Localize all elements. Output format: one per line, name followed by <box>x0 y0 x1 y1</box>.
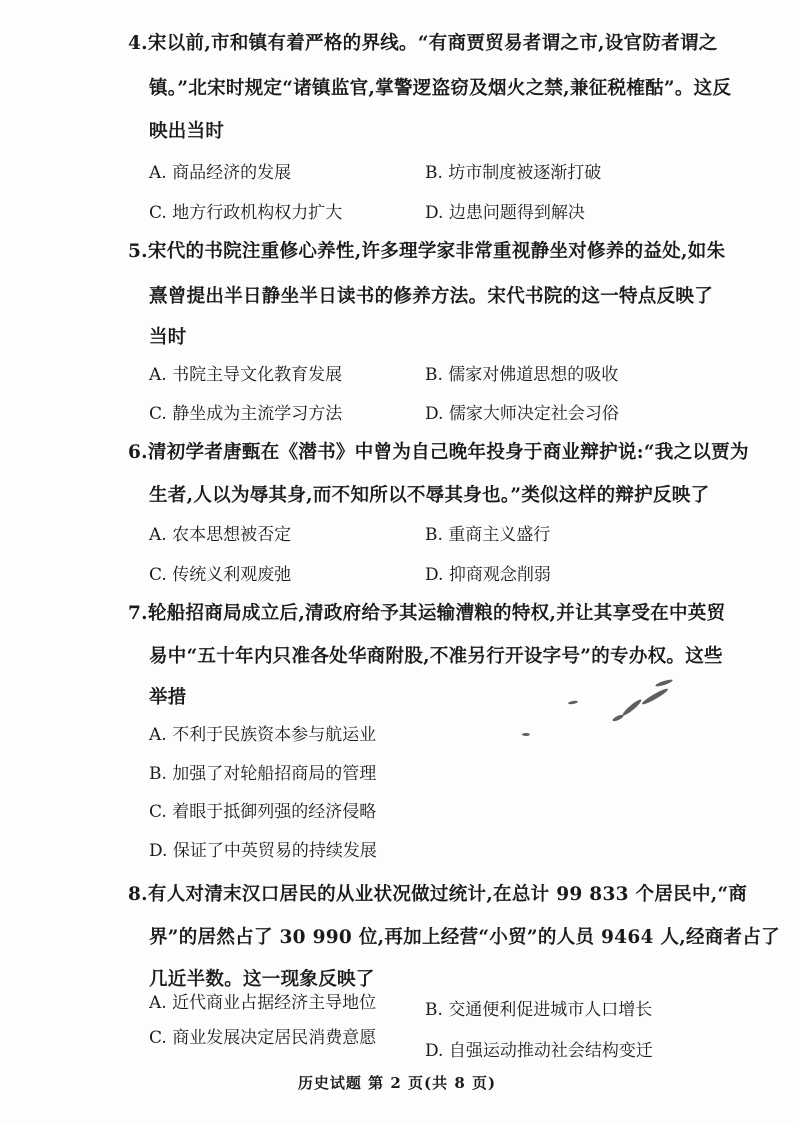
question-7-stem-line-1: 7.轮船招商局成立后,清政府给予其运输漕粮的特权,并让其享受在中英贸 <box>128 603 726 624</box>
question-5-option-c: C. 静坐成为主流学习方法 <box>149 404 343 424</box>
question-7-option-b: B. 加强了对轮船招商局的管理 <box>149 764 377 784</box>
question-8-option-a: A. 近代商业占据经济主导地位 <box>149 993 377 1013</box>
question-6-stem-line-2: 生者,人以为辱其身,而不知所以不辱其身也。”类似这样的辩护反映了 <box>149 485 710 506</box>
question-4-option-b: B. 坊市制度被逐渐打破 <box>425 163 602 183</box>
question-5-option-a: A. 书院主导文化教育发展 <box>149 365 343 385</box>
question-5-stem-line-3: 当时 <box>149 327 187 348</box>
question-4-stem-line-3: 映出当时 <box>149 121 225 142</box>
question-6-stem-line-1: 6.清初学者唐甄在《潜书》中曾为自己晚年投身于商业辩护说:“我之以贾为 <box>128 442 749 463</box>
page-footer: 历史试题 第 2 页(共 8 页) <box>297 1074 497 1092</box>
question-4-option-d: D. 边患问题得到解决 <box>425 203 585 223</box>
question-6-option-c: C. 传统义利观废弛 <box>149 565 292 585</box>
question-4-option-c: C. 地方行政机构权力扩大 <box>149 203 343 223</box>
question-5-option-b: B. 儒家对佛道思想的吸收 <box>425 365 619 385</box>
question-8-option-d: D. 自强运动推动社会结构变迁 <box>425 1041 653 1061</box>
question-4-stem-line-1: 4.宋以前,市和镇有着严格的界线。“有商贾贸易者谓之市,设官防者谓之 <box>128 33 718 54</box>
question-5-stem-line-2: 熹曾提出半日静坐半日读书的修养方法。宋代书院的这一特点反映了 <box>149 286 714 307</box>
question-4-stem-line-2: 镇。”北宋时规定“诸镇监官,掌警逻盗窃及烟火之禁,兼征税榷酤”。这反 <box>149 78 732 99</box>
question-7-stem-line-2: 易中“五十年内只准各处华商附股,不准另行开设字号”的专办权。这些 <box>149 646 723 667</box>
question-4-option-a: A. 商品经济的发展 <box>149 163 292 183</box>
question-5-stem-line-1: 5.宋代的书院注重修心养性,许多理学家非常重视静坐对修养的益处,如朱 <box>128 241 726 262</box>
question-8-option-b: B. 交通便利促进城市人口增长 <box>425 1000 653 1020</box>
question-8-stem-line-3: 几近半数。这一现象反映了 <box>149 969 375 990</box>
question-7-option-a: A. 不利于民族资本参与航运业 <box>149 725 377 745</box>
question-5-option-d: D. 儒家大师决定社会习俗 <box>425 404 619 424</box>
question-6-option-b: B. 重商主义盛行 <box>425 525 551 545</box>
question-6-option-a: A. 农本思想被否定 <box>149 525 292 545</box>
question-7-option-c: C. 着眼于抵御列强的经济侵略 <box>149 802 377 822</box>
question-8-stem-line-1: 8.有人对清末汉口居民的从业状况做过统计,在总计 99 833 个居民中,“商 <box>128 884 748 905</box>
question-8-stem-line-2: 界”的居然占了 30 990 位,再加上经营“小贸”的人员 9464 人,经商者占了 <box>149 927 780 948</box>
question-6-option-d: D. 抑商观念削弱 <box>425 565 551 585</box>
question-7-option-d: D. 保证了中英贸易的持续发展 <box>149 841 377 861</box>
question-7-stem-line-3: 举措 <box>149 687 187 708</box>
question-8-option-c: C. 商业发展决定居民消费意愿 <box>149 1028 377 1048</box>
